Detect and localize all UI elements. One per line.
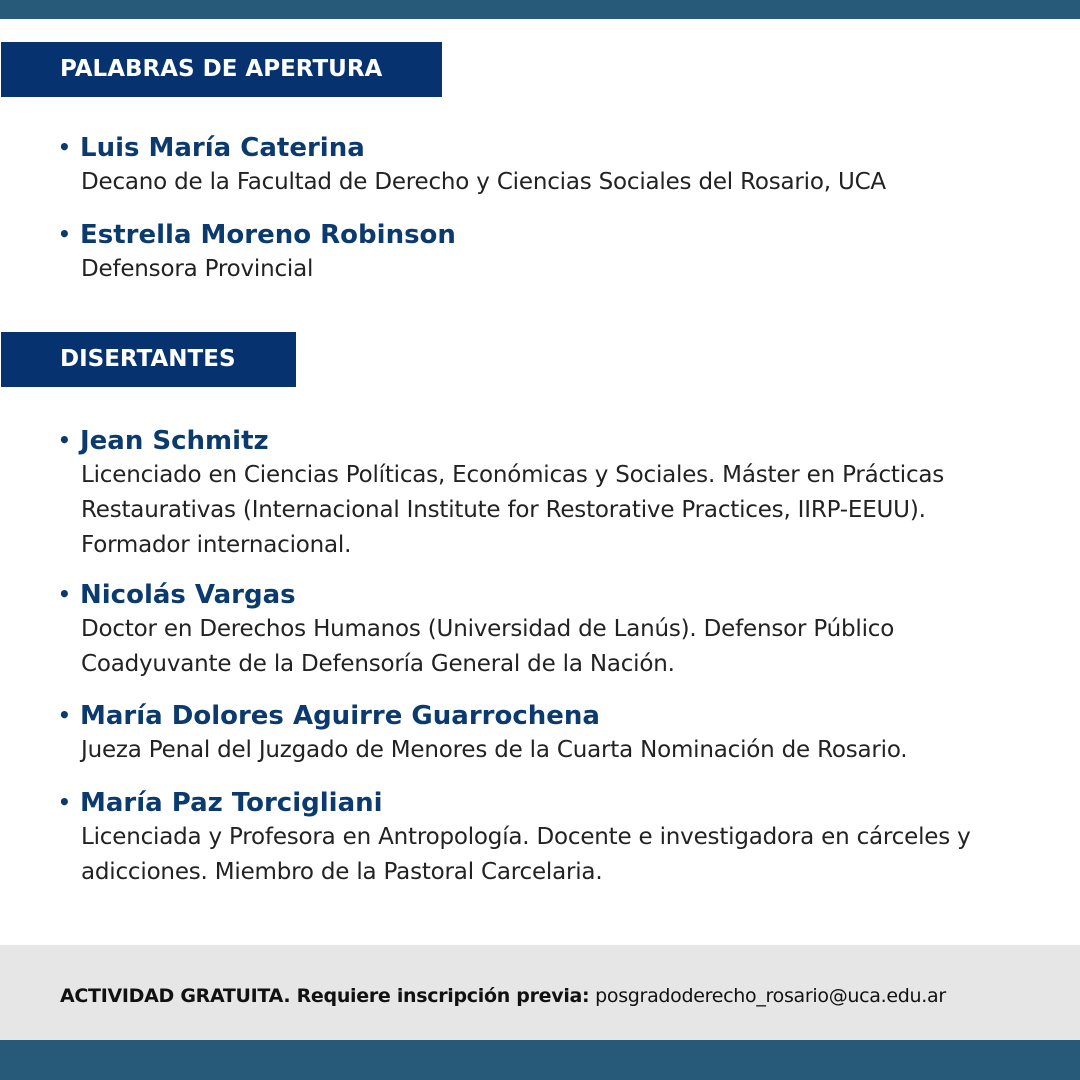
section-title-disertantes: DISERTANTES <box>1 332 296 387</box>
speaker-entry-torcigliani <box>58 786 1040 890</box>
section-title-apertura: PALABRAS DE APERTURA <box>1 42 442 97</box>
speaker-entry-caterina <box>58 131 1040 200</box>
speaker-name <box>58 699 1040 732</box>
footer-email: posgradoderecho_rosario@uca.edu.ar <box>595 985 946 1007</box>
speaker-entry-schmitz <box>58 424 1040 563</box>
speaker-description: Doctor en Derechos Humanos (Universidad de Lanús). Defensor Público Coadyuvante de la Defensoría General de la Nación. <box>81 616 895 677</box>
speaker-name <box>58 786 1040 819</box>
speaker-entry-vargas <box>58 578 1040 682</box>
top-accent-bar <box>0 0 1080 19</box>
speaker-name-text: Luis María Caterina <box>80 133 365 163</box>
speaker-description: Decano de la Facultad de Derecho y Ciencias Sociales del Rosario, UCA <box>81 169 886 195</box>
speaker-name-text: María Dolores Aguirre Guarrochena <box>80 701 600 731</box>
bullet-icon: • <box>58 703 71 727</box>
speaker-description: Licenciada y Profesora en Antropología. Docente e investigadora en cárceles y adicciones. Miembro de la Pastoral Carcelaria. <box>81 824 971 885</box>
speaker-name-text: Nicolás Vargas <box>80 580 296 610</box>
speaker-description: Licenciado en Ciencias Políticas, Económicas y Sociales. Máster en Prácticas Restaurativas (Internacional Institute for Restorative Practices, IIRP-EEUU). Formador internacional. <box>81 462 945 558</box>
bullet-icon: • <box>58 582 71 606</box>
speaker-name-text: Estrella Moreno Robinson <box>80 220 456 250</box>
speaker-entry-moreno <box>58 218 1040 287</box>
speaker-name-text: Jean Schmitz <box>80 426 269 456</box>
speaker-name <box>58 578 1040 611</box>
speaker-description: Defensora Provincial <box>81 256 314 282</box>
speaker-name-text: María Paz Torcigliani <box>80 788 383 818</box>
bottom-accent-bar <box>0 1040 1080 1080</box>
speaker-description: Jueza Penal del Juzgado de Menores de la Cuarta Nominación de Rosario. <box>81 737 908 763</box>
bullet-icon: • <box>58 428 71 452</box>
speaker-name <box>58 218 1040 251</box>
bullet-icon: • <box>58 135 71 159</box>
footer-notice: ACTIVIDAD GRATUITA. Requiere inscripción previa: <box>60 985 590 1007</box>
footer-band <box>0 945 1080 1040</box>
speaker-name <box>58 424 1040 457</box>
bullet-icon: • <box>58 790 71 814</box>
bullet-icon: • <box>58 222 71 246</box>
speaker-name <box>58 131 1040 164</box>
speaker-entry-aguirre <box>58 699 1040 768</box>
footer-text <box>60 945 946 1047</box>
